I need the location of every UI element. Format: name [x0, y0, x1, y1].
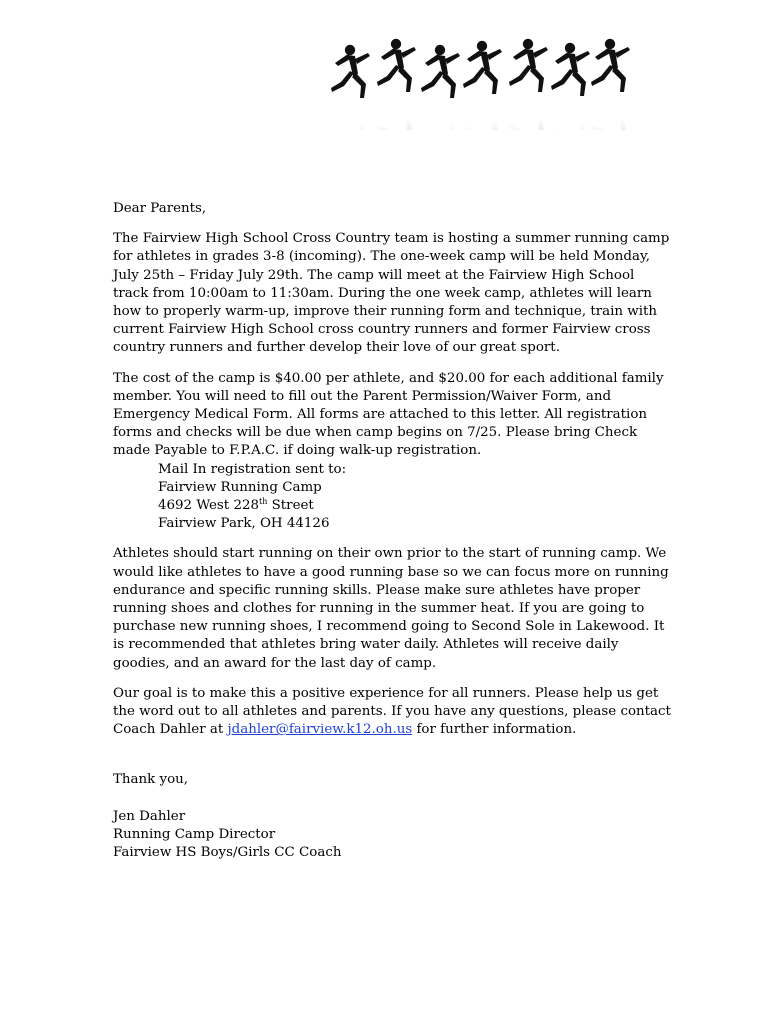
letter-body	[113, 200, 673, 862]
signature-block	[113, 808, 673, 863]
thanks-line: Thank you,	[113, 772, 189, 788]
email-link[interactable]: jdahler@fairview.k12.oh.us	[227, 722, 413, 738]
signature-team: Fairview HS Boys/Girls CC Coach	[113, 845, 342, 861]
greeting: Dear Parents,	[113, 201, 207, 216]
running-silhouettes-banner	[322, 34, 634, 130]
closing-paragraph: Our goal is to make this a positive experience for all runners. Please help us get the word out to all athletes and parents. If you have any questions, please contact Coach Dahler at jdahler@fairview.k12.oh.us for further information.	[113, 685, 671, 738]
intro-paragraph: The Fairview High School Cross Country team is hosting a summer running camp for athletes in grades 3-8 (incoming). The one-week camp will be held Monday, July 25th – Friday July 29th. The camp will meet at the Fairview High School track from 10:00am to 11:30am. During the one week camp, athletes will learn how to properly warm-up, improve their running form and technique, train with current Fairview High School cross country runners and former Fairview cross country runners and further develop their love of our great sport.	[113, 231, 670, 356]
mail-in-heading: Mail In registration sent to:	[158, 461, 347, 477]
mail-in-address	[113, 461, 673, 534]
signature-name: Jen Dahler	[113, 808, 186, 824]
cost-paragraph: The cost of the camp is $40.00 per athlete, and $20.00 for each additional family member. You will need to fill out the Parent Permission/Waiver Form, and Emergency Medical Form. All forms are attached to this letter. All registration forms and checks will be due when camp begins on 7/25. Please bring Check made Payable to F.P.A.C. if doing walk-up registration.	[113, 370, 664, 459]
mail-in-city: Fairview Park, OH 44126	[158, 516, 330, 532]
mail-in-name: Fairview Running Camp	[158, 479, 322, 495]
mail-in-street: 4692 West 228th Street	[158, 497, 314, 514]
signature-title: Running Camp Director	[113, 826, 276, 842]
preparation-paragraph: Athletes should start running on their own prior to the start of running camp. We would like athletes to have a good running base so we can focus more on running endurance and specific running skills. Please make sure athletes have proper running shoes and clothes for running in the summer heat. If you are going to purchase new running shoes, I recommend going to Second Sole in Lakewood. It is recommended that athletes bring water daily. Athletes will receive daily goodies, and an award for the last day of camp.	[113, 546, 669, 671]
